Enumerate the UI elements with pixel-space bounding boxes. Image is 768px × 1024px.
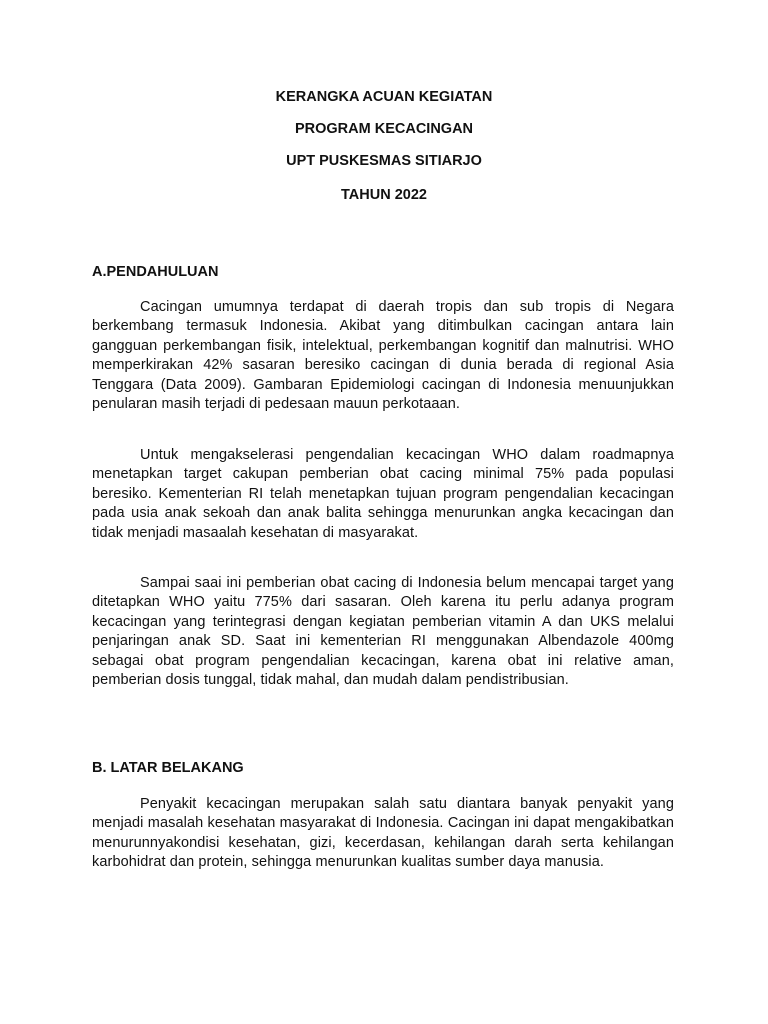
title-line-1: KERANGKA ACUAN KEGIATAN [275,89,493,105]
paragraph-pendahuluan-2: Untuk mengakselerasi pengendalian kecacingan WHO dalam roadmapnya menetapkan target cakupan pemberian obat cacing minimal 75% pada populasi beresiko. Kementerian RI telah menetapkan tujuan program pengendalian kecacingan pada usia anak sekoah dan anak balita sehingga menurunkan angka kecacingan dan tidak menjadi masaalah kesehatan di masyarakat. [92,447,674,541]
document-title-block [0,87,768,217]
section-heading-pendahuluan: A.PENDAHULUAN [92,264,219,280]
title-line-2: PROGRAM KECACINGAN [294,121,474,137]
paragraph-pendahuluan-1: Cacingan umumnya terdapat di daerah tropis dan sub tropis di Negara berkembang termasuk Indonesia. Akibat yang ditimbulkan cacingan antara lain gangguan perkembangan fisik, intelektual, perkembangan kognitif dan malnutrisi. WHO memperkirakan 42% sasaran beresiko cacingan di dunia berada di regional Asia Tenggara (Data 2009). Gambaran Epidemiologi cacingan di Indonesia menuunjukkan penularan masih terjadi di pedesaan mauun perkotaaan. [92,299,674,413]
title-line-3: UPT PUSKESMAS SITIARJO [286,153,482,169]
paragraph-pendahuluan-3: Sampai saai ini pemberian obat cacing di Indonesia belum mencapai target yang ditetapkan WHO yaitu 775% dari sasaran. Oleh karena itu perlu adanya program kecacingan yang terintegrasi dengan kegiatan pemberian vitamin A dan UKS melalui penjaringan anak SD. Saat ini kementerian RI menggunakan Albendazole 400mg sebagai obat program pengendalian kecacingan, karena obat ini relative aman, pemberian dosis tunggal, tidak mahal, dan mudah dalam pendistribusian. [92,575,674,689]
section-heading-latar-belakang: B. LATAR BELAKANG [92,760,244,776]
title-line-4: TAHUN 2022 [341,187,427,203]
paragraph-latar-belakang-1: Penyakit kecacingan merupakan salah satu diantara banyak penyakit yang menjadi masalah kesehatan masyarakat di Indonesia. Cacingan ini dapat mengakibatkan menurunnyakondisi kesehatan, gizi, kecerdasan, kehilangan darah serta kehilangan karbohidrat dan protein, sehingga menurunkan kualitas sumber daya manusia. [92,796,674,871]
